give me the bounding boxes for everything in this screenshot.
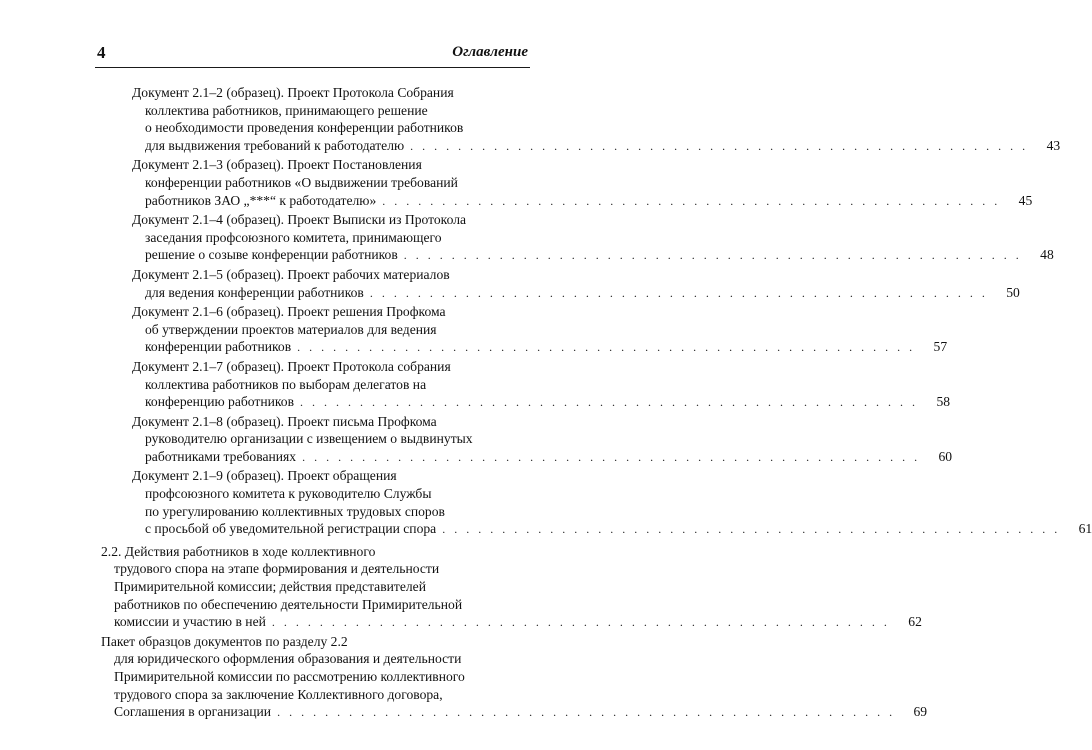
toc-entry-line: для ведения конференции работников xyxy=(145,284,364,300)
toc-entry-line: коллектива работников по выборам делегатов на xyxy=(145,376,427,392)
toc-page-number: 61 xyxy=(1078,521,1092,537)
dot-leader: . . . . . . . . . . . . . . . . . . . . . . . . . . . . . . . . . . . . . . . . . . . . . . . . . . . . xyxy=(369,285,988,300)
toc-entry-line: коллектива работников, принимающего решение xyxy=(145,102,428,118)
toc-entry[interactable] xyxy=(0,467,1092,538)
toc-entry-line: трудового спора за заключение Коллективного договора, xyxy=(114,686,443,702)
toc-entry[interactable] xyxy=(0,156,1033,210)
toc-entry-line: Документ 2.1–2 (образец). Проект Протокола Собрания xyxy=(132,85,454,100)
toc-page-number: 48 xyxy=(1040,247,1054,263)
toc-entry-line: Документ 2.1–8 (образец). Проект письма Профкома xyxy=(132,413,437,429)
toc-entry-line: Примирительной комиссии по рассмотрению коллективного xyxy=(114,669,465,684)
dot-leader: . . . . . . . . . . . . . . . . . . . . . . . . . . . . . . . . . . . . . . . . . . . . . . . . . . . . xyxy=(302,449,921,464)
toc-entry-line: об утверждении проектов материалов для ведения xyxy=(145,321,437,337)
toc-page-number: 69 xyxy=(913,704,928,720)
toc-entry-line: Примирительной комиссии; действия представителей xyxy=(114,579,426,595)
toc-entry[interactable] xyxy=(0,633,928,722)
toc-entry-line: Документ 2.1–7 (образец). Проект Протокола собрания xyxy=(132,358,451,374)
toc-entry-line: Документ 2.1–4 (образец). Проект Выписки из Протокола xyxy=(132,212,467,228)
toc-entry-line: Документ 2.1–9 (образец). Проект обращения xyxy=(132,468,397,484)
toc-entry-line: с просьбой об уведомительной регистрации спора xyxy=(145,521,437,537)
dot-leader: . . . . . . . . . . . . . . . . . . . . . . . . . . . . . . . . . . . . . . . . . . . . . . . . . . . . xyxy=(403,248,1022,263)
dot-leader: . . . . . . . . . . . . . . . . . . . . . . . . . . . . . . . . . . . . . . . . . . . . . . . . . . . . xyxy=(297,340,916,355)
toc-entry-line: комиссии и участию в ней xyxy=(114,614,266,630)
toc-entry-line: конференции работников «О выдвижении требований xyxy=(145,174,458,190)
toc-entry-line: работников ЗАО „***“ к работодателю» xyxy=(145,192,377,208)
toc-entry[interactable] xyxy=(0,84,1061,155)
toc-page-number: 57 xyxy=(933,339,948,355)
dot-leader: . . . . . . . . . . . . . . . . . . . . . . . . . . . . . . . . . . . . . . . . . . . . . . . . . . . . xyxy=(442,522,1061,537)
toc-entry-line: для выдвижения требований к работодателю xyxy=(145,137,405,153)
toc-page-number: 60 xyxy=(938,448,953,464)
page-number: 4 xyxy=(97,43,106,62)
dot-leader: . . . . . . . . . . . . . . . . . . . . . . . . . . . . . . . . . . . . . . . . . . . . . . . . . . . . xyxy=(277,705,896,720)
dot-leader: . . . . . . . . . . . . . . . . . . . . . . . . . . . . . . . . . . . . . . . . . . . . . . . . . . . . xyxy=(410,138,1029,153)
toc-page-number: 58 xyxy=(936,394,951,410)
toc-entry-line: по урегулированию коллективных трудовых споров xyxy=(145,503,445,519)
running-head: Оглавление xyxy=(452,44,528,60)
toc-entry[interactable] xyxy=(0,413,953,467)
toc-entry-line: конференцию работников xyxy=(145,394,295,410)
toc-entry-line: трудового спора на этапе формирования и деятельности xyxy=(114,561,440,577)
toc-page-number: 50 xyxy=(1006,284,1020,300)
toc-entry-line: Соглашения в организации xyxy=(114,704,272,720)
toc-page-number: 62 xyxy=(908,614,922,630)
table-of-contents xyxy=(0,84,1092,722)
toc-entry-line: работниками требованиях xyxy=(145,448,297,464)
toc-entry-line: заседания профсоюзного комитета, принимающего xyxy=(145,229,442,245)
dot-leader: . . . . . . . . . . . . . . . . . . . . . . . . . . . . . . . . . . . . . . . . . . . . . . . . . . . . xyxy=(300,395,919,410)
dot-leader: . . . . . . . . . . . . . . . . . . . . . . . . . . . . . . . . . . . . . . . . . . . . . . . . . . . . xyxy=(382,193,1001,208)
toc-entry-line: о необходимости проведения конференции работников xyxy=(145,120,464,136)
dot-leader: . . . . . . . . . . . . . . . . . . . . . . . . . . . . . . . . . . . . . . . . . . . . . . . . . . . . xyxy=(271,615,890,630)
toc-entry-line: работников по обеспечению деятельности Примирительной xyxy=(114,596,463,612)
toc-entry-line: Документ 2.1–5 (образец). Проект рабочих материалов xyxy=(132,266,450,282)
toc-entry-line: решение о созыве конференции работников xyxy=(145,247,398,263)
toc-entry[interactable] xyxy=(0,303,948,357)
toc-entry-line: для юридического оформления образования и деятельности xyxy=(114,651,462,667)
toc-entry-line: Документ 2.1–6 (образец). Проект решения Профкома xyxy=(132,304,446,320)
toc-entry[interactable] xyxy=(0,211,1054,265)
toc-page-number: 45 xyxy=(1018,192,1033,208)
toc-entry-line: Пакет образцов документов по разделу 2.2 xyxy=(101,633,348,649)
toc-entry-line: конференции работников xyxy=(145,339,292,355)
toc-entry[interactable] xyxy=(0,266,1020,302)
header-rule xyxy=(95,67,530,68)
toc-entry[interactable] xyxy=(0,358,951,412)
toc-entry-line: профсоюзного комитета к руководителю Службы xyxy=(145,486,432,502)
toc-entry[interactable] xyxy=(0,543,922,632)
toc-entry-line: 2.2. Действия работников в ходе коллективного xyxy=(101,543,376,559)
toc-entry-line: руководителю организации с извещением о выдвинутых xyxy=(145,431,473,447)
toc-page-number: 43 xyxy=(1046,137,1061,153)
toc-entry-line: Документ 2.1–3 (образец). Проект Постановления xyxy=(132,157,422,173)
